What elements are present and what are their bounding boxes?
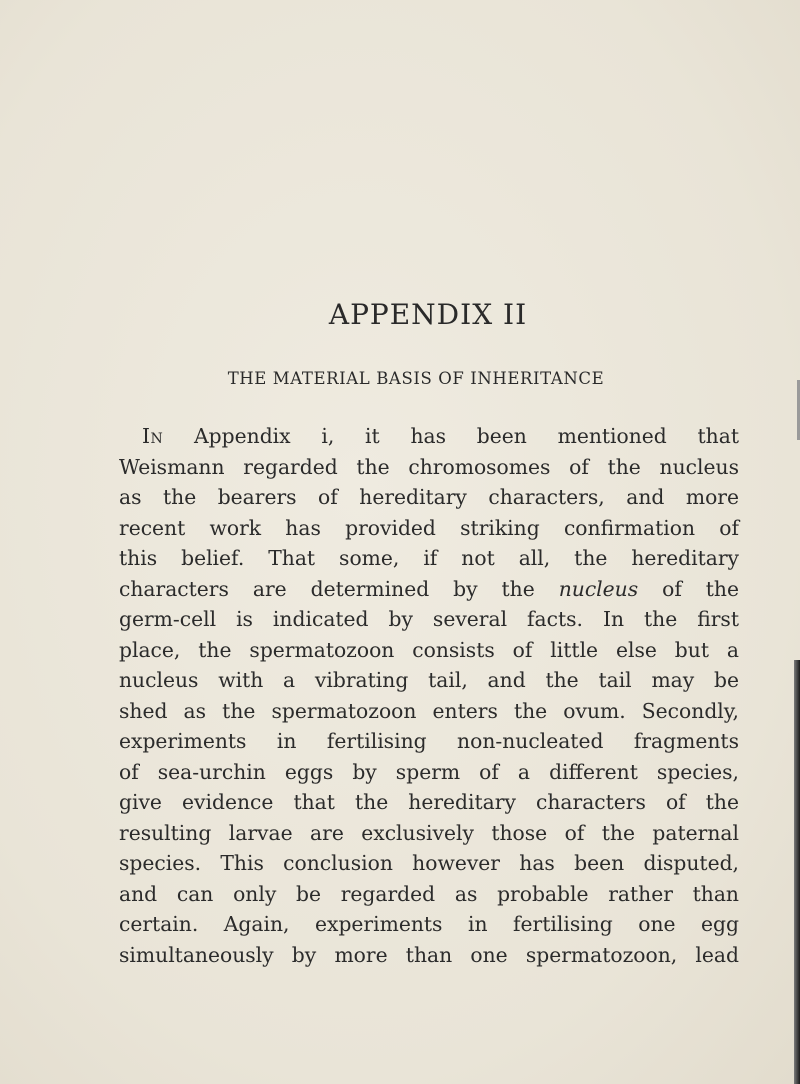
text-line: as the bearers of hereditary characters, and more: [119, 485, 739, 509]
drop-word: In: [142, 424, 164, 448]
text-line: recent work has provided striking confirmation of: [119, 515, 739, 540]
text-line-content: Appendix i, it has been mentioned that: [163, 424, 739, 448]
text-line: nucleus with a vibrating tail, and the tail may be: [119, 668, 739, 692]
text-line: of sea-urchin eggs by sperm of a different species,: [119, 759, 739, 784]
text-line: simultaneously by more than one spermatozoon, lead: [119, 942, 739, 967]
text-line: resulting larvae are exclusively those of the paternal: [119, 820, 739, 845]
text-line: [119, 574, 739, 605]
text-line: shed as the spermatozoon enters the ovum. Secondly,: [119, 698, 739, 723]
text-line: [119, 421, 739, 452]
text-line-content: characters are determined by the: [119, 576, 559, 601]
body-paragraph: [119, 421, 739, 970]
appendix-title: APPENDIX II: [328, 298, 528, 331]
text-line: certain. Again, experiments in fertilising one egg: [119, 912, 739, 936]
text-line: germ-cell is indicated by several facts. In the first: [119, 607, 739, 631]
text-line: give evidence that the hereditary characters of the: [119, 790, 739, 814]
text-line: experiments in fertilising non-nucleated fragments: [119, 729, 739, 753]
page-edge-shadow: [794, 660, 800, 1084]
text-line: place, the spermatozoon consists of little else but a: [119, 637, 739, 662]
text-line: this belief. That some, if not all, the hereditary: [119, 546, 739, 570]
text-line: species. This conclusion however has been disputed,: [119, 851, 739, 875]
appendix-subtitle: THE MATERIAL BASIS OF INHERITANCE: [227, 369, 605, 388]
italic-word: nucleus: [558, 576, 639, 601]
text-line: and can only be regarded as probable rather than: [119, 881, 739, 906]
text-line: Weismann regarded the chromosomes of the nucleus: [119, 454, 739, 479]
text-line-content: of the: [638, 576, 739, 601]
